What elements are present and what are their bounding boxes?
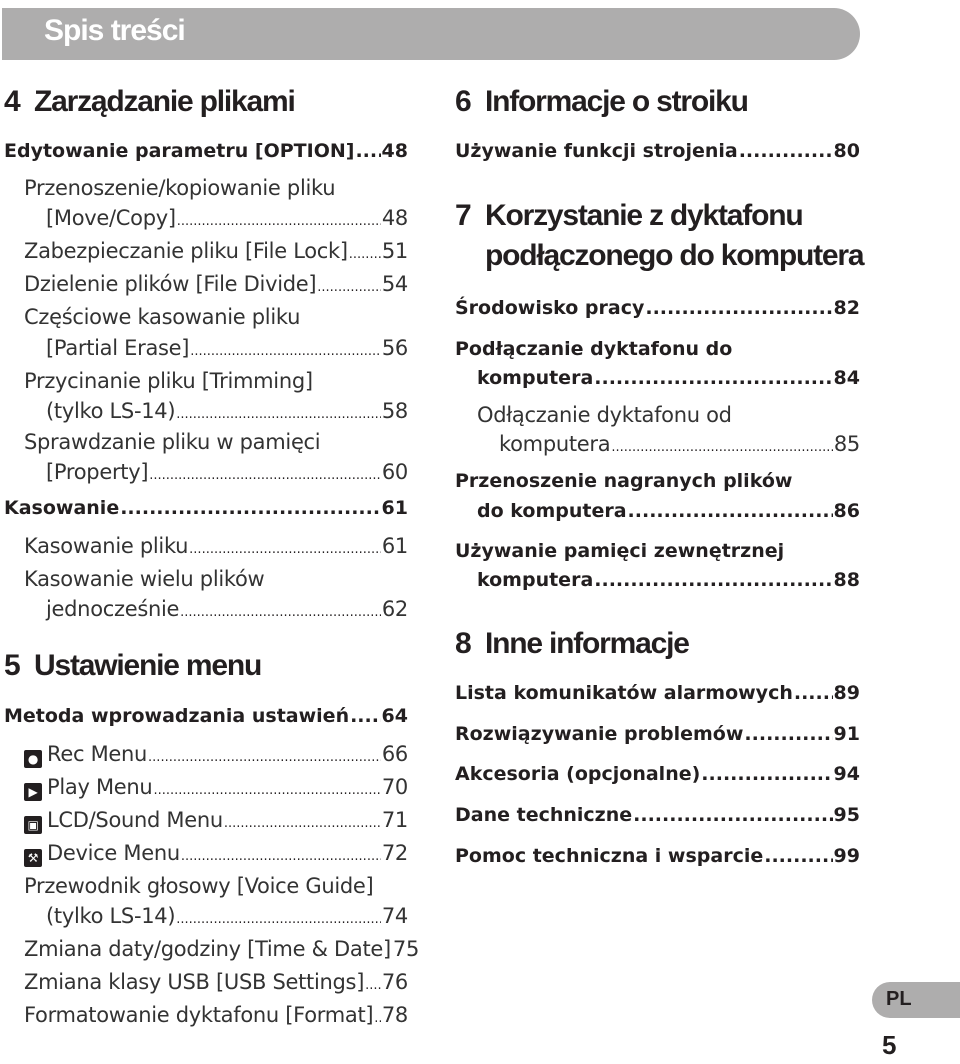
section-5-heading: 5 Ustawienie menu: [4, 649, 262, 682]
toc-entry-connect-line1: Podłączanie dyktafonu do: [455, 338, 733, 360]
toc-entry-usb-settings[interactable]: Zmiana klasy USB [USB Settings] ..... 76: [24, 970, 408, 998]
toc-entry-format[interactable]: Formatowanie dyktafonu [Format] ..... 78: [24, 1003, 408, 1031]
toc-entry-voice-guide[interactable]: (tylko LS-14) ..... 74: [46, 904, 408, 932]
page-title: Spis treści: [44, 14, 185, 47]
toc-entry-specifications[interactable]: Dane techniczne ..... 95: [455, 804, 860, 832]
section-8-heading: 8 Inne informacje: [455, 627, 689, 660]
play-icon: ▶: [24, 783, 42, 801]
toc-entry-troubleshooting[interactable]: Rozwiązywanie problemów ..... 91: [455, 723, 860, 751]
toc-entry-partial-erase[interactable]: [Partial Erase] ..... 56: [46, 336, 408, 364]
toc-entry-option[interactable]: Edytowanie parametru [OPTION] ..... 48: [4, 140, 408, 168]
section-6-heading: 6 Informacje o stroiku: [455, 85, 748, 118]
toc-entry-trimming-line1: Przycinanie pliku [Trimming]: [24, 369, 313, 393]
toc-entry-external-memory[interactable]: komputera ..... 88: [477, 569, 860, 597]
toc-entry-lcd-sound-menu[interactable]: ▣ LCD/Sound Menu ..... 71: [24, 808, 408, 836]
toc-entry-move-copy-line1: Przenoszenie/kopiowanie pliku: [24, 176, 336, 200]
toc-entry-support[interactable]: Pomoc techniczna i wsparcie ..... 99: [455, 845, 860, 873]
language-badge: PL: [872, 982, 960, 1018]
monitor-icon: ▣: [24, 816, 42, 834]
toc-entry-alarms[interactable]: Lista komunikatów alarmowych ..... 89: [455, 682, 860, 710]
toc-entry-kasowanie-pliku[interactable]: Kasowanie pliku ..... 61: [24, 534, 408, 562]
toc-entry-rec-menu[interactable]: ● Rec Menu ..... 66: [24, 742, 408, 770]
toc-entry-file-divide[interactable]: Dzielenie plików [File Divide] ..... 54: [24, 272, 408, 300]
mic-icon: ●: [24, 750, 42, 768]
section-7-heading: 7 Korzystanie z dyktafonu podłączonego do komputera: [455, 199, 864, 272]
toc-entry-external-memory-line1: Używanie pamięci zewnętrznej: [455, 540, 785, 562]
header-bar: [2, 8, 860, 60]
toc-entry-device-menu[interactable]: ⚒ Device Menu ..... 72: [24, 841, 408, 869]
toc-entry-tuner[interactable]: Używanie funkcji strojenia ..... 80: [455, 140, 860, 168]
toc-entry-connect[interactable]: komputera ..... 84: [477, 367, 860, 395]
toc-entry-property-line1: Sprawdzanie pliku w pamięci: [24, 430, 321, 454]
toc-entry-move-copy[interactable]: [Move/Copy] ..... 48: [46, 206, 408, 234]
toc-entry-accessories[interactable]: Akcesoria (opcjonalne) ..... 94: [455, 763, 860, 791]
toc-entry-property[interactable]: [Property] ..... 60: [46, 460, 408, 488]
toc-entry-environment[interactable]: Środowisko pracy ..... 82: [455, 297, 860, 325]
toc-entry-disconnect[interactable]: komputera ..... 85: [499, 432, 860, 460]
toc-entry-transfer[interactable]: do komputera ..... 86: [477, 500, 860, 528]
toc-entry-kasowanie[interactable]: Kasowanie ..... 61: [4, 497, 408, 525]
page-number: 5: [882, 1030, 897, 1060]
toc-entry-play-menu[interactable]: ▶ Play Menu ..... 70: [24, 775, 408, 803]
section-4-heading: 4 Zarządzanie plikami: [4, 85, 295, 118]
toc-entry-file-lock[interactable]: Zabezpieczanie pliku [File Lock] ..... 51: [24, 239, 408, 267]
toc-entry-input-method[interactable]: Metoda wprowadzania ustawień ..... 64: [4, 705, 408, 733]
toc-entry-voice-guide-line1: Przewodnik głosowy [Voice Guide]: [24, 874, 374, 898]
wrench-icon: ⚒: [24, 849, 42, 867]
toc-entry-trimming[interactable]: (tylko LS-14) ..... 58: [46, 399, 408, 427]
toc-entry-disconnect-line1: Odłączanie dyktafonu od: [477, 403, 732, 427]
toc-entry-multi-delete[interactable]: jednocześnie ..... 62: [46, 597, 408, 625]
toc-entry-multi-delete-line1: Kasowanie wielu plików: [24, 567, 265, 591]
toc-entry-time-date[interactable]: Zmiana daty/godziny [Time & Date] 75: [24, 937, 420, 961]
toc-entry-transfer-line1: Przenoszenie nagranych plików: [455, 470, 793, 492]
toc-entry-partial-erase-line1: Częściowe kasowanie pliku: [24, 305, 301, 329]
